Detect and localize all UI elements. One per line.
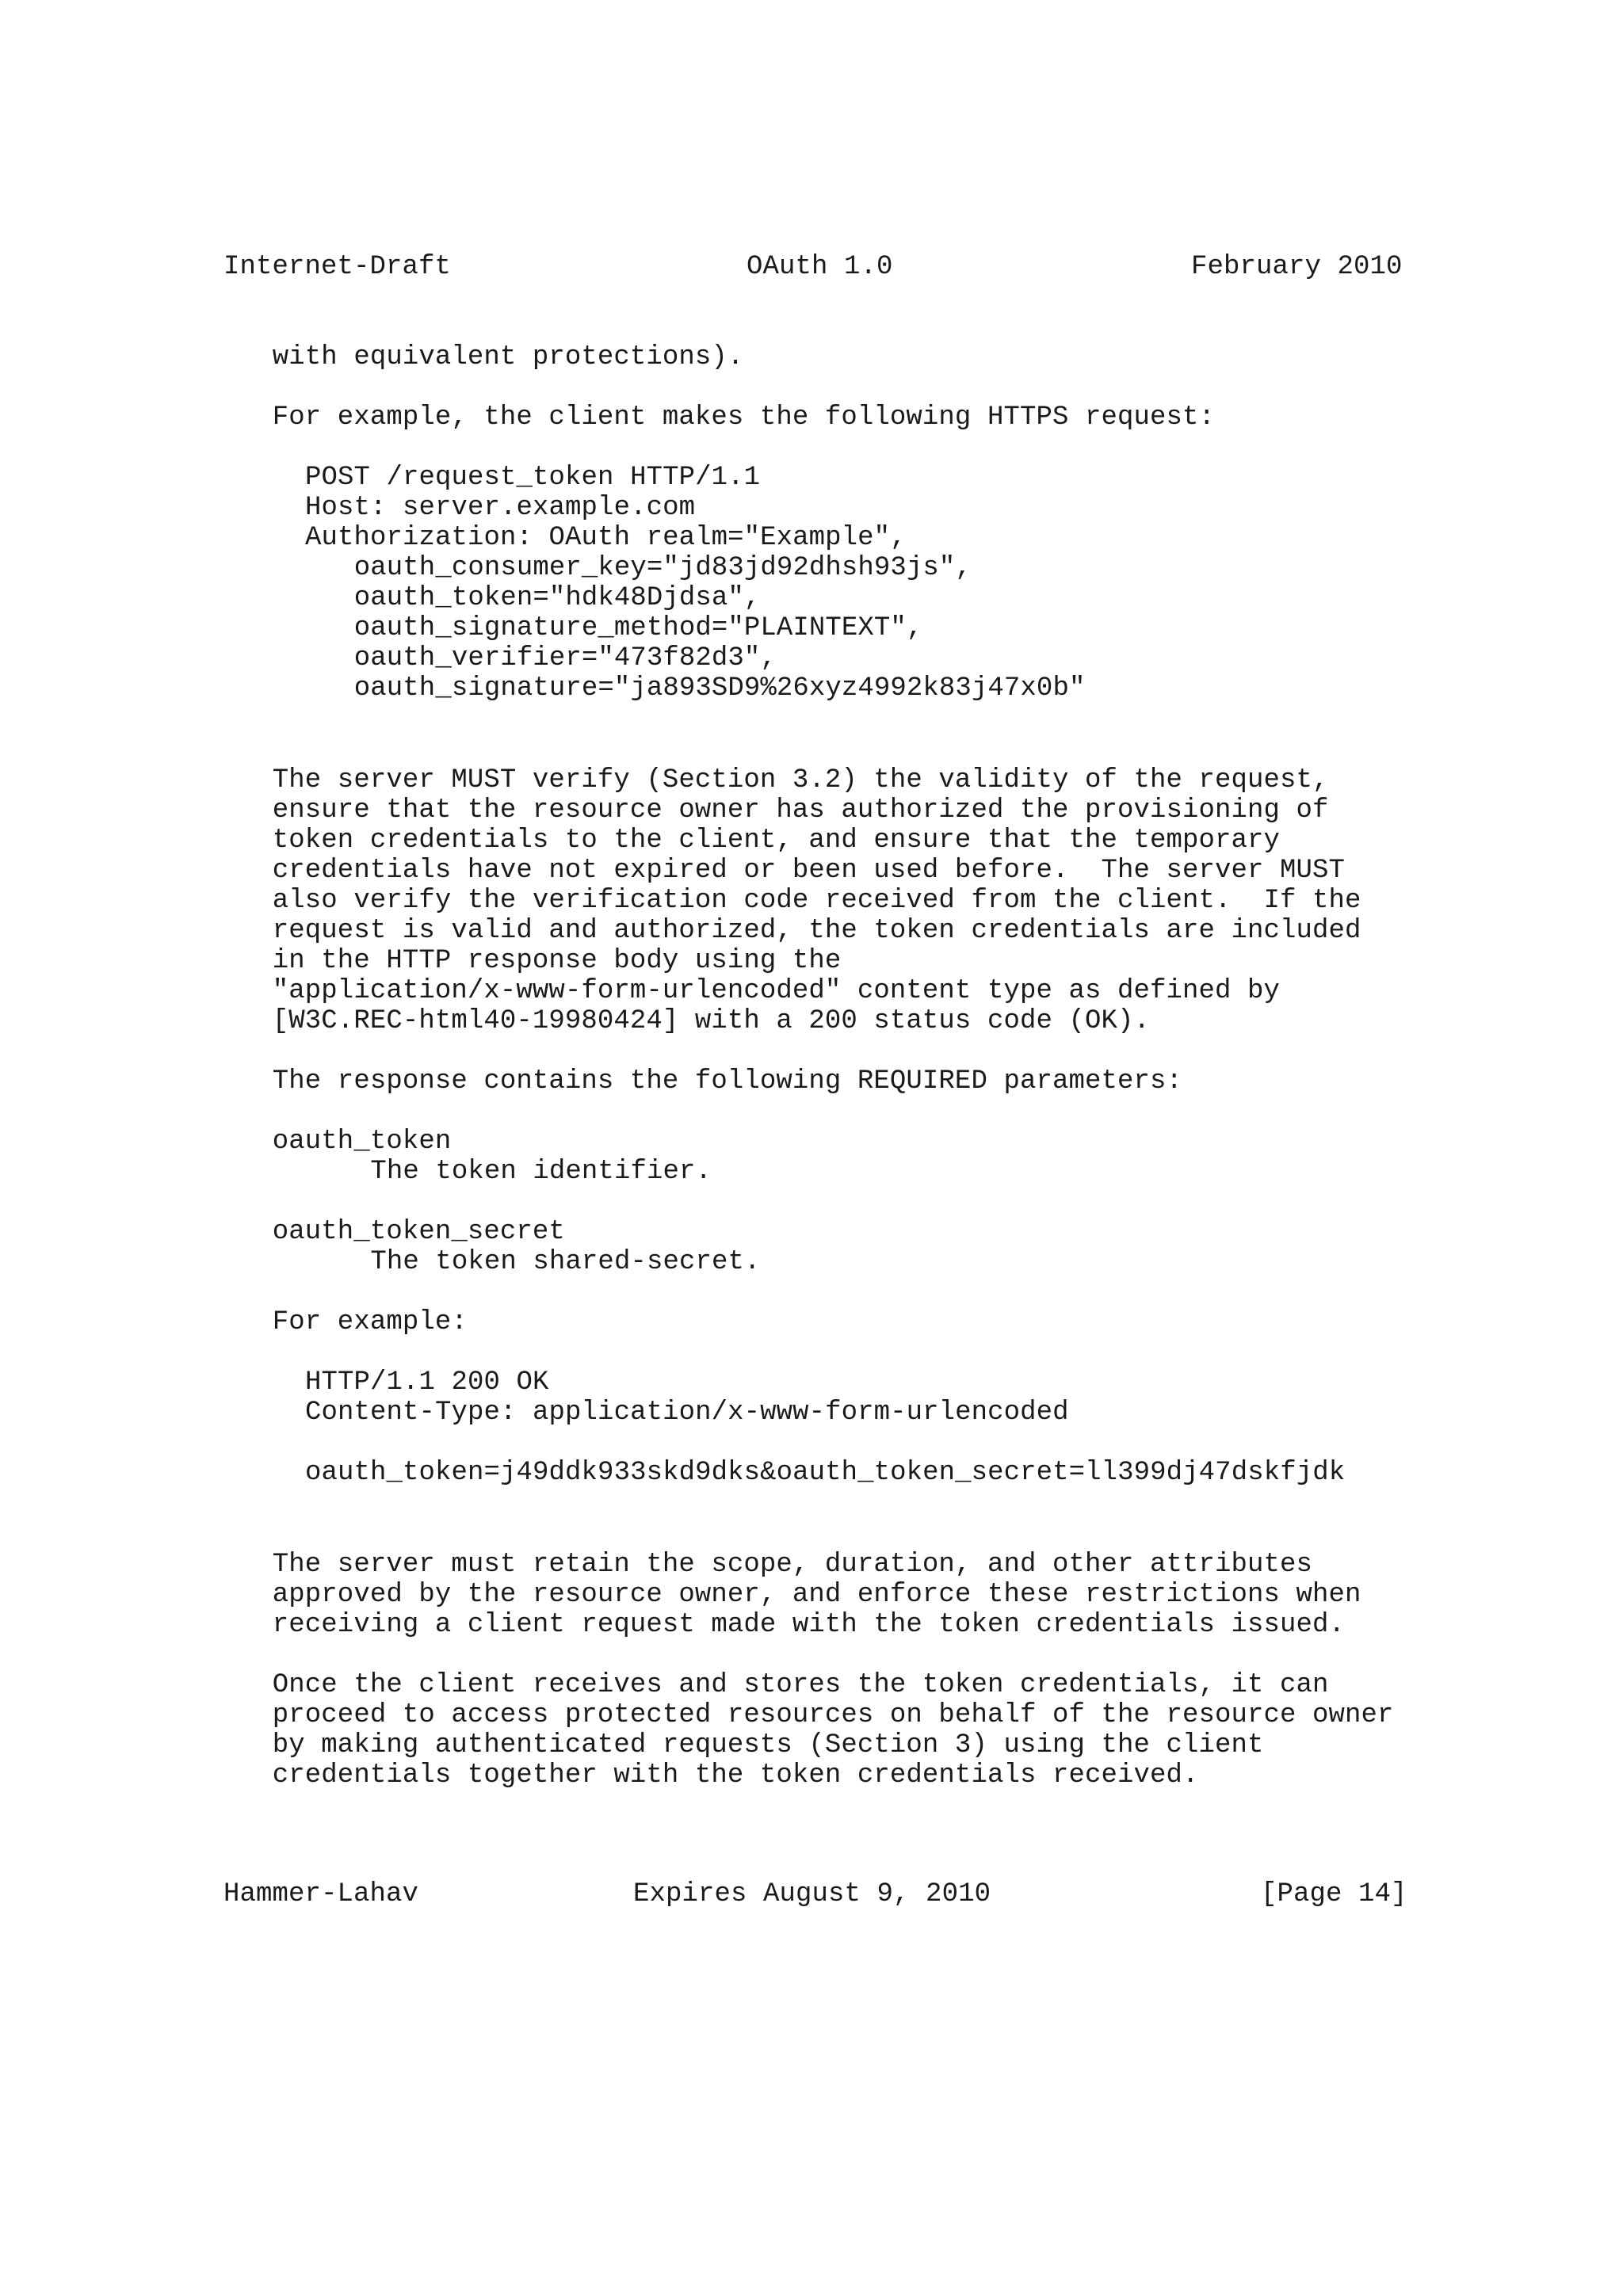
body-line: POST /request_token HTTP/1.1	[305, 463, 761, 493]
body-line: HTTP/1.1 200 OK	[305, 1367, 549, 1398]
body-line: For example, the client makes the following HTTPS request:	[272, 402, 1215, 433]
body-line: [W3C.REC-html40-19980424] with a 200 status code (OK).	[272, 1006, 1150, 1036]
body-line: credentials together with the token credentials received.	[272, 1760, 1199, 1791]
body-line: approved by the resource owner, and enforce these restrictions when	[272, 1580, 1361, 1610]
body-line: ensure that the resource owner has authorized the provisioning of	[272, 795, 1329, 826]
footer-center: Expires August 9, 2010	[633, 1879, 991, 1909]
body-line: The token shared-secret.	[370, 1247, 761, 1277]
body-line: also verify the verification code received from the client. If the	[272, 886, 1361, 916]
body-line: oauth_token=j49ddk933skd9dks&oauth_token_secret=ll399dj47dskfjdk	[305, 1458, 1346, 1488]
body-line: oauth_verifier="473f82d3",	[353, 643, 777, 673]
footer-right: [Page 14]	[1261, 1879, 1407, 1909]
body-line: Once the client receives and stores the token credentials, it can	[272, 1670, 1329, 1700]
body-line: in the HTTP response body using the	[272, 946, 842, 976]
header-right: February 2010	[1191, 252, 1403, 282]
body-line: The token identifier.	[370, 1157, 712, 1187]
body-line: The server must retain the scope, duration, and other attributes	[272, 1550, 1313, 1580]
body-line: "application/x-www-form-urlencoded" content type as defined by	[272, 976, 1281, 1006]
body-line: by making authenticated requests (Section 3) using the client	[272, 1730, 1264, 1760]
body-line: oauth_consumer_key="jd83jd92dhsh93js",	[353, 553, 972, 583]
body-line: oauth_token	[272, 1127, 452, 1157]
body-line: oauth_token="hdk48Djdsa",	[353, 583, 761, 613]
body-line: proceed to access protected resources on behalf of the resource owner	[272, 1700, 1394, 1730]
footer-left: Hammer-Lahav	[223, 1879, 419, 1909]
body-line: request is valid and authorized, the token credentials are included	[272, 916, 1361, 946]
body-line: oauth_token_secret	[272, 1217, 565, 1247]
body-line: token credentials to the client, and ensure that the temporary	[272, 826, 1281, 856]
body-line: The response contains the following REQUIRED parameters:	[272, 1066, 1182, 1097]
body-line: Authorization: OAuth realm="Example",	[305, 523, 907, 553]
body-line: oauth_signature="ja893SD9%26xyz4992k83j47x0b"	[353, 673, 1086, 704]
body-line: Host: server.example.com	[305, 493, 696, 523]
body-line: The server MUST verify (Section 3.2) the validity of the request,	[272, 765, 1329, 795]
body-line: credentials have not expired or been used before. The server MUST	[272, 856, 1346, 886]
header-center: OAuth 1.0	[747, 252, 893, 282]
body-line: For example:	[272, 1307, 468, 1337]
body-line: Content-Type: application/x-www-form-urlencoded	[305, 1398, 1069, 1428]
body-line: receiving a client request made with the token credentials issued.	[272, 1610, 1346, 1640]
body-line: with equivalent protections).	[272, 342, 744, 372]
header-left: Internet-Draft	[223, 252, 452, 282]
body-line: oauth_signature_method="PLAINTEXT",	[353, 613, 923, 643]
